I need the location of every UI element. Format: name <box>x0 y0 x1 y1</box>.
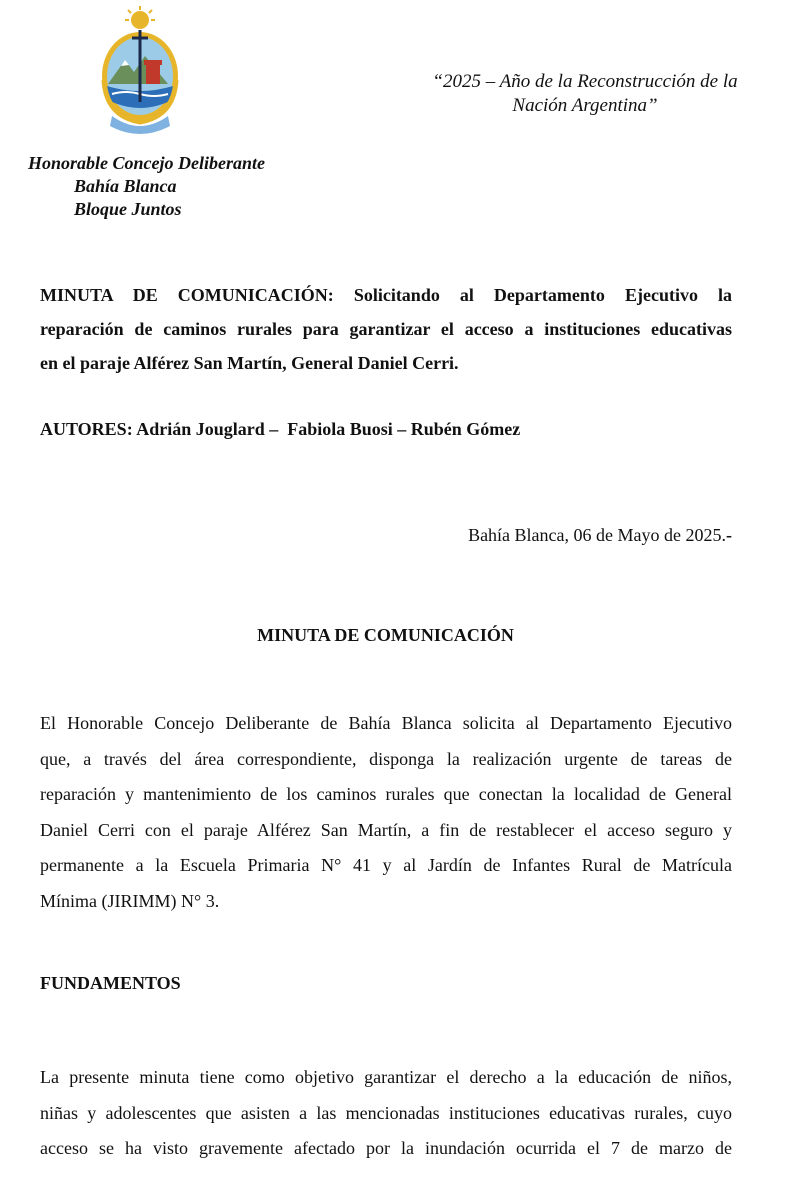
fund-line-2: niñas y adolescentes que asisten a las mencionadas instituciones educativas rurales, cuyo <box>40 1102 732 1123</box>
fundamentos-title: FUNDAMENTOS <box>40 973 181 993</box>
fund-line-3: acceso se ha visto gravemente afectado por la inundación ocurrida el 7 de marzo de <box>40 1138 732 1158</box>
authors-line: AUTORES: Adrián Jouglard – Fabiola Buosi – Rubén Gómez <box>40 419 521 439</box>
org-line-2: Bahía Blanca <box>74 176 177 196</box>
date-text: Bahía Blanca, 06 de Mayo de 2025. <box>468 525 726 545</box>
motto-line-2: Nación Argentina” <box>512 95 658 116</box>
year-motto <box>420 70 750 118</box>
body-line-2: que, a través del área correspondiente, disponga la realización urgente de tareas de <box>40 748 732 769</box>
body-line-5: permanente a la Escuela Primaria N° 41 y al Jardín de Infantes Rural de Matrícula <box>40 855 732 875</box>
subject-line-3: en el paraje Alférez San Martín, General Daniel Cerri. <box>40 353 459 373</box>
org-line-1: Honorable Concejo Deliberante <box>28 153 265 173</box>
bahia-blanca-crest-icon <box>90 4 190 139</box>
body-line-3: reparación y mantenimiento de los caminos rurales que conectan la localidad de General <box>40 784 732 804</box>
date-tail: - <box>726 525 732 545</box>
body-line-4: Daniel Cerri con el paraje Alférez San Martín, a fin de restablecer el acceso seguro y <box>40 819 732 840</box>
fundamentos-paragraph <box>40 1060 732 1167</box>
subject-line-2: reparación de caminos rurales para garantizar el acceso a instituciones educativas <box>40 319 732 339</box>
motto-line-1: “2025 – Año de la Reconstrucción de la <box>432 71 738 92</box>
body-line-1: El Honorable Concejo Deliberante de Bahía Blanca solicita al Departamento Ejecutivo <box>40 713 732 733</box>
organization-block <box>28 152 265 221</box>
org-line-3: Bloque Juntos <box>74 199 182 219</box>
subject-line-1: MINUTA DE COMUNICACIÓN: Solicitando al Departamento Ejecutivo la <box>40 285 732 305</box>
section-heading: MINUTA DE COMUNICACIÓN <box>257 625 514 645</box>
body-line-6: Mínima (JIRIMM) N° 3. <box>40 890 220 911</box>
resolution-paragraph <box>40 706 732 919</box>
subject-paragraph <box>40 278 732 380</box>
fund-line-1: La presente minuta tiene como objetivo garantizar el derecho a la educación de niños, <box>40 1067 732 1087</box>
date-line <box>300 520 732 550</box>
